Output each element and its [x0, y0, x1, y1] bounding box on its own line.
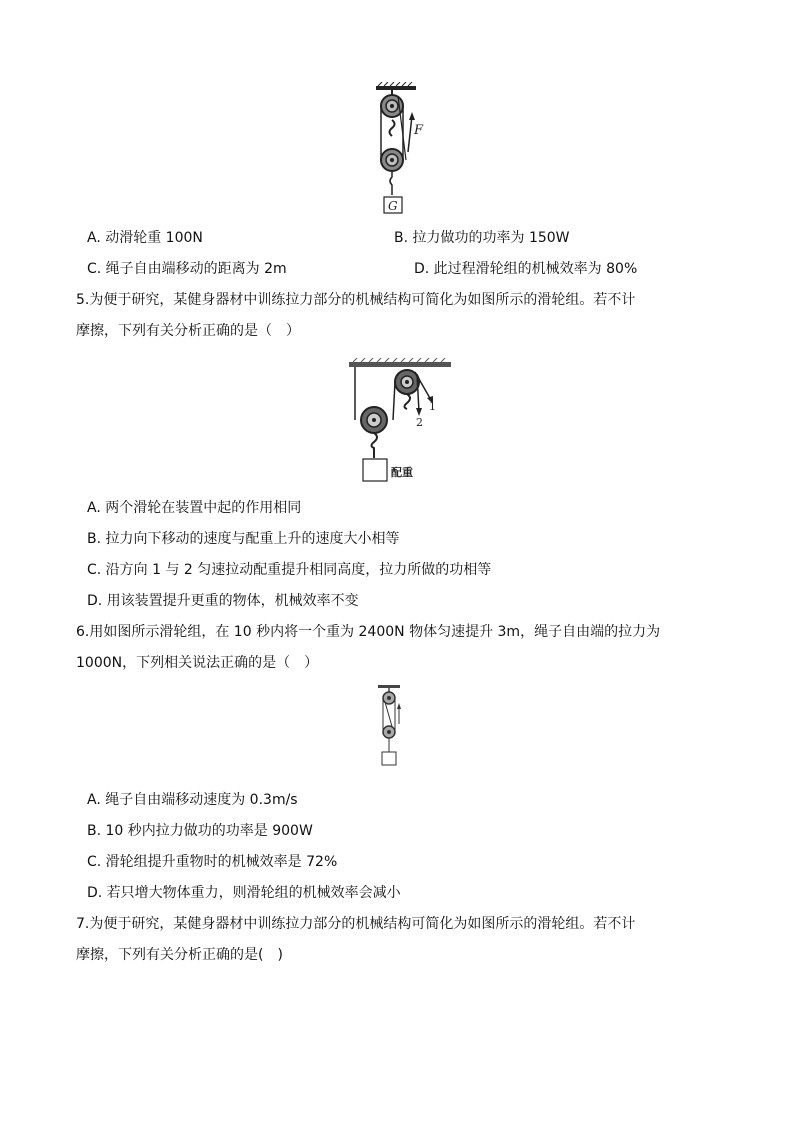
q7-stem-line1: 7.为便于研究，某健身器材中训练拉力部分的机械结构可简化为如图所示的滑轮组。若不计 — [76, 916, 636, 932]
q6-stem-line1: 6.用如图所示滑轮组，在 10 秒内将一个重为 2400N 物体匀速提升 3m，绳子自由端的拉力为 — [76, 624, 661, 640]
q5-option-c: C. 沿方向 1 与 2 匀速拉动配重提升相同高度，拉力所做的功相等 — [87, 562, 492, 578]
q5-option-a: A. 两个滑轮在装置中起的作用相同 — [87, 500, 302, 516]
weight-label: G — [388, 199, 398, 213]
q4-option-a: A. 动滑轮重 100N — [87, 230, 203, 246]
counterweight-label: 配重 — [391, 466, 413, 479]
q6-stem-line2: 1000N，下列相关说法正确的是（ ） — [76, 655, 319, 671]
q6-option-c: C. 滑轮组提升重物时的机械效率是 72% — [87, 854, 338, 870]
arrow-2-label: 2 — [416, 416, 423, 429]
q4-option-b: B. 拉力做功的功率为 150W — [394, 230, 570, 246]
q5-stem-line1: 5.为便于研究，某健身器材中训练拉力部分的机械结构可简化为如图所示的滑轮组。若不计 — [76, 292, 636, 308]
q5-option-b: B. 拉力向下移动的速度与配重上升的速度大小相等 — [87, 531, 400, 547]
q6-option-d: D. 若只增大物体重力，则滑轮组的机械效率会减小 — [87, 885, 401, 901]
q7-stem-line2: 摩擦，下列有关分析正确的是( ) — [76, 947, 283, 963]
arrow-1-label: 1 — [429, 400, 436, 413]
q5-pulley-figure — [345, 358, 455, 486]
q5-stem-line2: 摩擦，下列有关分析正确的是（ ） — [76, 323, 300, 339]
q6-option-a: A. 绳子自由端移动速度为 0.3m/s — [87, 792, 298, 808]
q4-pulley-figure — [368, 82, 432, 218]
q5-option-d: D. 用该装置提升更重的物体，机械效率不变 — [87, 593, 359, 609]
force-label: F — [414, 123, 424, 138]
q4-option-d: D. 此过程滑轮组的机械效率为 80% — [414, 261, 638, 277]
q6-pulley-figure — [374, 684, 404, 770]
q6-option-b: B. 10 秒内拉力做功的功率是 900W — [87, 823, 313, 839]
q4-option-c: C. 绳子自由端移动的距离为 2m — [87, 261, 287, 277]
